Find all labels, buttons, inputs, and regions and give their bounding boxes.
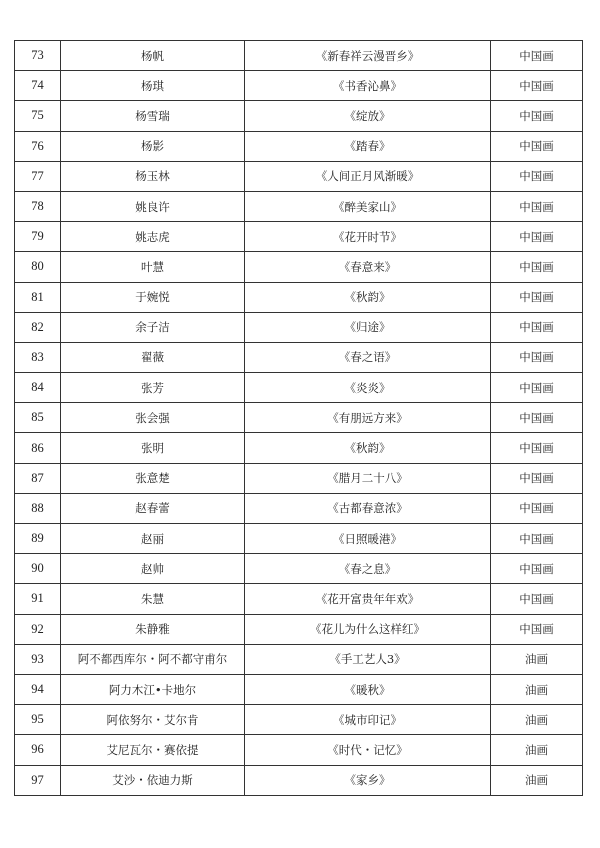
artwork-title: 《春之息》 — [245, 554, 491, 584]
row-number: 86 — [15, 433, 61, 463]
artwork-category: 中国画 — [491, 433, 583, 463]
artwork-title: 《春意来》 — [245, 252, 491, 282]
artwork-category: 中国画 — [491, 71, 583, 101]
artist-name: 艾尼瓦尔・赛依提 — [61, 735, 245, 765]
artwork-category: 中国画 — [491, 524, 583, 554]
table-row — [15, 342, 583, 372]
artist-name: 阿不都西库尔・阿不都守甫尔 — [61, 644, 245, 674]
artwork-list-table — [14, 40, 583, 796]
artwork-category: 中国画 — [491, 342, 583, 372]
table-row — [15, 584, 583, 614]
table-row — [15, 41, 583, 71]
artwork-category: 油画 — [491, 765, 583, 795]
row-number: 90 — [15, 554, 61, 584]
artwork-category: 中国画 — [491, 191, 583, 221]
artwork-title: 《时代・记忆》 — [245, 735, 491, 765]
row-number: 89 — [15, 524, 61, 554]
artist-name: 于婉悦 — [61, 282, 245, 312]
row-number: 78 — [15, 191, 61, 221]
artwork-category: 中国画 — [491, 614, 583, 644]
row-number: 94 — [15, 674, 61, 704]
row-number: 95 — [15, 705, 61, 735]
artwork-title: 《秋韵》 — [245, 282, 491, 312]
artwork-title: 《手工艺人3》 — [245, 644, 491, 674]
artwork-category: 中国画 — [491, 463, 583, 493]
artwork-category: 油画 — [491, 705, 583, 735]
artist-name: 阿力木江•卡地尔 — [61, 674, 245, 704]
table-row — [15, 765, 583, 795]
artwork-title: 《暖秋》 — [245, 674, 491, 704]
artist-name: 叶慧 — [61, 252, 245, 282]
row-number: 92 — [15, 614, 61, 644]
table-row — [15, 373, 583, 403]
row-number: 91 — [15, 584, 61, 614]
table-row — [15, 222, 583, 252]
artwork-category: 中国画 — [491, 131, 583, 161]
table-row — [15, 252, 583, 282]
row-number: 80 — [15, 252, 61, 282]
artist-name: 姚志虎 — [61, 222, 245, 252]
artwork-title: 《腊月二十八》 — [245, 463, 491, 493]
artwork-title: 《有朋远方来》 — [245, 403, 491, 433]
table-row — [15, 161, 583, 191]
row-number: 77 — [15, 161, 61, 191]
row-number: 82 — [15, 312, 61, 342]
row-number: 97 — [15, 765, 61, 795]
row-number: 84 — [15, 373, 61, 403]
table-row — [15, 674, 583, 704]
row-number: 83 — [15, 342, 61, 372]
artwork-category: 中国画 — [491, 373, 583, 403]
artist-name: 张会强 — [61, 403, 245, 433]
artwork-category: 中国画 — [491, 282, 583, 312]
artwork-category: 中国画 — [491, 161, 583, 191]
artwork-title: 《归途》 — [245, 312, 491, 342]
artist-name: 赵春蕾 — [61, 493, 245, 523]
table-row — [15, 403, 583, 433]
table-row — [15, 554, 583, 584]
artwork-title: 《花儿为什么这样红》 — [245, 614, 491, 644]
artist-name: 朱静雅 — [61, 614, 245, 644]
artist-name: 张意楚 — [61, 463, 245, 493]
row-number: 74 — [15, 71, 61, 101]
artwork-category: 油画 — [491, 674, 583, 704]
table-body — [15, 41, 583, 796]
table-row — [15, 312, 583, 342]
artwork-title: 《秋韵》 — [245, 433, 491, 463]
artist-name: 赵丽 — [61, 524, 245, 554]
artwork-category: 中国画 — [491, 493, 583, 523]
artist-name: 张明 — [61, 433, 245, 463]
artwork-title: 《城市印记》 — [245, 705, 491, 735]
table-row — [15, 71, 583, 101]
table-row — [15, 131, 583, 161]
artist-name: 杨影 — [61, 131, 245, 161]
artwork-title: 《花开时节》 — [245, 222, 491, 252]
artwork-title: 《日照暖港》 — [245, 524, 491, 554]
table-row — [15, 524, 583, 554]
artist-name: 杨帆 — [61, 41, 245, 71]
row-number: 75 — [15, 101, 61, 131]
row-number: 96 — [15, 735, 61, 765]
row-number: 87 — [15, 463, 61, 493]
artwork-category: 中国画 — [491, 222, 583, 252]
row-number: 88 — [15, 493, 61, 523]
artist-name: 阿依努尔・艾尔肯 — [61, 705, 245, 735]
table-row — [15, 101, 583, 131]
row-number: 73 — [15, 41, 61, 71]
artwork-title: 《书香沁鼻》 — [245, 71, 491, 101]
artwork-title: 《醉美家山》 — [245, 191, 491, 221]
artwork-title: 《炎炎》 — [245, 373, 491, 403]
artwork-title: 《绽放》 — [245, 101, 491, 131]
artwork-category: 中国画 — [491, 312, 583, 342]
table-row — [15, 282, 583, 312]
artwork-title: 《古都春意浓》 — [245, 493, 491, 523]
table-row — [15, 614, 583, 644]
artwork-category: 油画 — [491, 735, 583, 765]
artist-name: 翟薇 — [61, 342, 245, 372]
artist-name: 张芳 — [61, 373, 245, 403]
artwork-category: 中国画 — [491, 554, 583, 584]
artwork-category: 中国画 — [491, 584, 583, 614]
artist-name: 杨琪 — [61, 71, 245, 101]
row-number: 79 — [15, 222, 61, 252]
table-row — [15, 735, 583, 765]
artist-name: 姚良许 — [61, 191, 245, 221]
artwork-title: 《家乡》 — [245, 765, 491, 795]
artwork-title: 《踏春》 — [245, 131, 491, 161]
table-row — [15, 433, 583, 463]
artist-name: 艾沙・依迪力斯 — [61, 765, 245, 795]
table-row — [15, 705, 583, 735]
table-row — [15, 463, 583, 493]
artwork-title: 《花开富贵年年欢》 — [245, 584, 491, 614]
artist-name: 余子洁 — [61, 312, 245, 342]
row-number: 81 — [15, 282, 61, 312]
artwork-category: 油画 — [491, 644, 583, 674]
table-row — [15, 644, 583, 674]
table-row — [15, 191, 583, 221]
artist-name: 杨雪瑞 — [61, 101, 245, 131]
artwork-category: 中国画 — [491, 41, 583, 71]
artist-name: 赵帅 — [61, 554, 245, 584]
row-number: 93 — [15, 644, 61, 674]
artist-name: 朱慧 — [61, 584, 245, 614]
artwork-title: 《新春祥云漫晋乡》 — [245, 41, 491, 71]
artwork-title: 《人间正月风渐暖》 — [245, 161, 491, 191]
artwork-category: 中国画 — [491, 252, 583, 282]
row-number: 76 — [15, 131, 61, 161]
artwork-category: 中国画 — [491, 101, 583, 131]
artwork-category: 中国画 — [491, 403, 583, 433]
artist-name: 杨玉林 — [61, 161, 245, 191]
row-number: 85 — [15, 403, 61, 433]
table-row — [15, 493, 583, 523]
artwork-title: 《春之语》 — [245, 342, 491, 372]
